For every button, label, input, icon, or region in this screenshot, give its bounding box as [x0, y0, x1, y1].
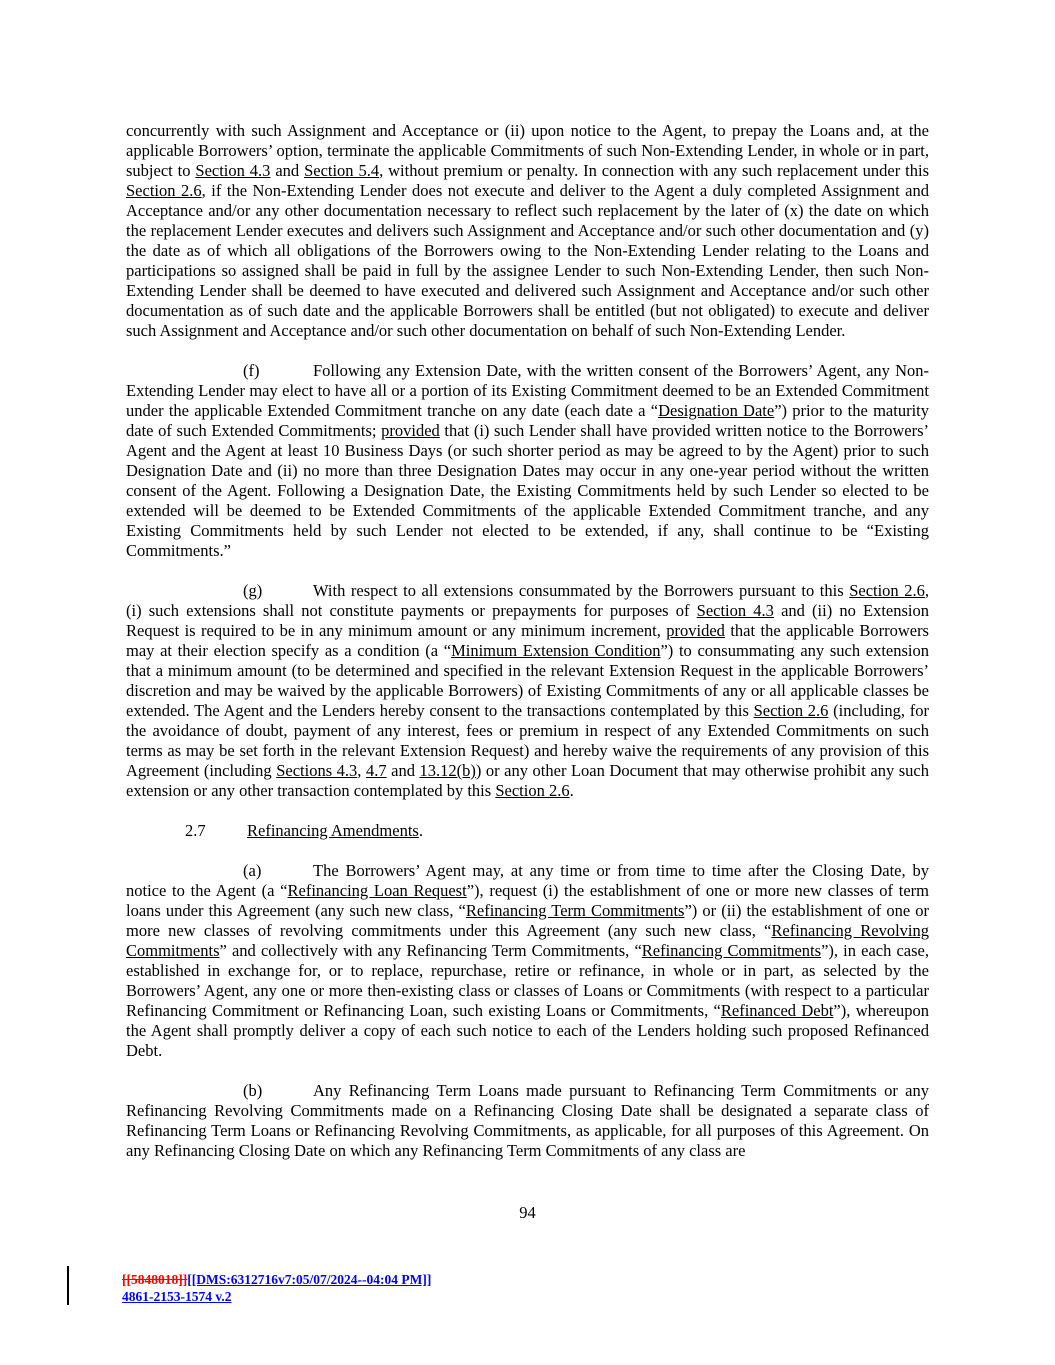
list-label-a: (a)	[243, 861, 262, 880]
dms-stamp: [[DMS:6312716v7:05/07/2024--04:04 PM]]	[187, 1272, 432, 1287]
paragraph-a-text: The Borrowers’ Agent may, at any time or from time to time after the Closing Date, by notice to the Agent (a “Refinancing Loan Request”), request (i) the establishment of one or more new classes of term loans under this Agreement (any such new class, “Refinancing Term Commitments”) or (ii) the establishment of one or more new classes of revolving commitments under this Agreement (any such new class, “Refinancing Revolving Commitments” and collectively with any Refinancing Term Commitments, “Refinancing Commitments”), in each case, established in exchange for, or to replace, repurchase, retire or refinance, in whole or in part, as selected by the Borrowers’ Agent, any one or more then-existing class or classes of Loans or Commitments (with respect to a particular Refinancing Commitment or Refinancing Loan, such existing Loans or Commitments, “Refinanced Debt”), whereupon the Agent shall promptly deliver a copy of each such notice to each of the Lenders holding such proposed Refinanced Debt.	[126, 861, 929, 1060]
paragraph-f-text: Following any Extension Date, with the written consent of the Borrowers’ Agent, any Non-Extending Lender may elect to have all or a portion of its Existing Commitment deemed to be an Extended Commitment under the applicable Extended Commitment tranche on any date (each date a “Designation Date”) prior to the maturity date of such Extended Commitments; provided that (i) such Lender shall have provided written notice to the Borrowers’ Agent and the Agent at least 10 Business Days (or such shorter period as may be agreed to by the Agent) prior to such Designation Date and (ii) no more than three Designation Dates may occur in any one-year period without the written consent of the Agent. Following a Designation Date, the Existing Commitments held by such Lender so elected to be extended will be deemed to be Extended Commitments of the applicable Extended Commitment tranche, and any Existing Commitments held by such Lender not elected to be extended, if any, shall continue to be “Existing Commitments.”	[126, 361, 929, 560]
paragraph-g-text: With respect to all extensions consummated by the Borrowers pursuant to this Section 2.6, (i) such extensions shall not constitute payments or prepayments for purposes of Section 4.3 and (ii) no Extension Request is required to be in any minimum amount or any minimum increment, provided that the applicable Borrowers may at their election specify as a condition (a “Minimum Extension Condition”) to consummating any such extension that a minimum amount (to be determined and specified in the relevant Extension Request in the applicable Borrowers’ discretion and may be waived by the applicable Borrowers) of Existing Commitments of any or all applicable classes be extended. The Agent and the Lenders hereby consent to the transactions contemplated by this Section 2.6 (including, for the avoidance of doubt, payment of any interest, fees or premium in respect of any Extended Commitments on such terms as may be set forth in the relevant Extension Request) and hereby waive the requirements of any provision of this Agreement (including Sections 4.3, 4.7 and 13.12(b)) or any other Loan Document that may otherwise prohibit any such extension or any other transaction contemplated by this Section 2.6.	[126, 581, 930, 800]
footer-stamps	[122, 1271, 431, 1305]
section-number: 2.7	[185, 821, 206, 840]
paragraph-b	[126, 1081, 929, 1161]
list-label-g: (g)	[243, 581, 263, 600]
footer-stamp-line-2	[122, 1288, 431, 1305]
version-stamp: 4861-2153-1574 v.2	[122, 1289, 232, 1304]
list-label-f: (f)	[243, 361, 260, 380]
paragraph-continuation: concurrently with such Assignment and Acceptance or (ii) upon notice to the Agent, to prepay the Loans and, at the applicable Borrowers’ option, terminate the applicable Commitments of such Non-Extending Lender, in whole or in part, subject to Section 4.3 and Section 5.4, without premium or penalty. In connection with any such replacement under this Section 2.6, if the Non-Extending Lender does not execute and deliver to the Agent a duly completed Assignment and Acceptance and/or any other documentation necessary to reflect such replacement by the later of (x) the date on which the replacement Lender executes and delivers such Assignment and Acceptance and/or such other documentation and (y) the date as of which all obligations of the Borrowers owing to the Non-Extending Lender relating to the Loans and participations so assigned shall be paid in full by the assignee Lender to such Non-Extending Lender, then such Non-Extending Lender shall be deemed to have executed and delivered such Assignment and Acceptance and/or such other documentation as of such date and the applicable Borrowers shall be entitled (but not obligated) to execute and deliver such Assignment and Acceptance and/or such other documentation on behalf of such Non-Extending Lender.	[126, 121, 930, 340]
paragraph-b-text: Any Refinancing Term Loans made pursuant to Refinancing Term Commitments or any Refinancing Revolving Commitments made on a Refinancing Closing Date shall be designated a separate class of Refinancing Term Loans or Refinancing Revolving Commitments, as applicable, for all purposes of this Agreement. On any Refinancing Closing Date on which any Refinancing Term Commitments of any class are	[126, 1081, 929, 1160]
section-title: Refinancing Amendments	[247, 821, 419, 840]
paragraph-a	[126, 861, 929, 1061]
paragraph-g	[126, 581, 929, 801]
list-label-b: (b)	[243, 1081, 263, 1100]
deleted-doc-stamp: [[5848018]]	[122, 1272, 188, 1287]
paragraph-f	[126, 361, 929, 561]
document-body	[126, 121, 929, 1181]
page-number: 94	[519, 1203, 536, 1222]
section-heading-2-7	[126, 821, 929, 841]
section-title-suffix: .	[418, 821, 423, 840]
change-bar	[67, 1266, 69, 1305]
footer-stamp-line-1	[122, 1271, 431, 1288]
